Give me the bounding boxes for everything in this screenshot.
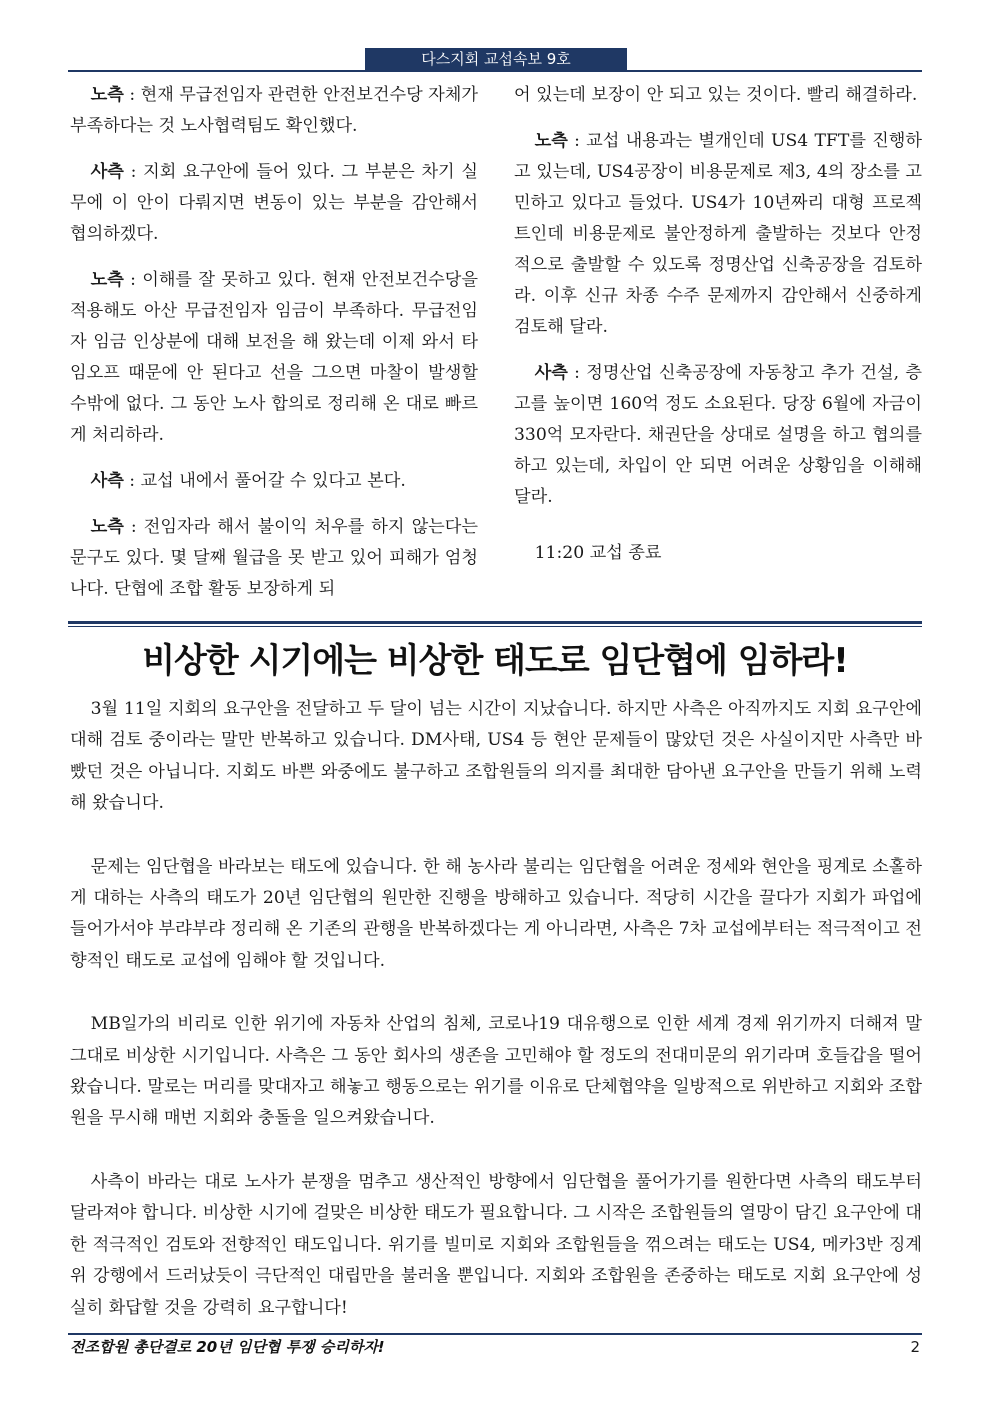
article-paragraph: 사측이 바라는 대로 노사가 분쟁을 멈추고 생산적인 방향에서 임단협을 풀어가기를 원한다면 사측의 태도부터 달라져야 합니다. 비상한 시기에 걸맞은 비상한 태도가 필요합니다. 그 시작은 조합원들의 열망이 담긴 요구안에 대한 적극적인 검토와 전향적인 태도입니다. 위기를 빌미로 지회와 조합원들을 꺾으려는 태도는 US4, 메카3반 징계위 강행에서 드러났듯이 극단적인 대립만을 불러올 뿐입니다. 지회와 조합원을 존중하는 태도로 지회 요구안에 성실히 화답할 것을 강력히 요구합니다! bbox=[70, 1171, 922, 1318]
transcript-entry bbox=[70, 80, 478, 142]
footer-slogan: 전조합원 총단결로 20년 임단협 투쟁 승리하자! bbox=[70, 1338, 385, 1356]
session-end-note: 11:20 교섭 종료 bbox=[534, 543, 662, 563]
speaker-label: 사측 bbox=[534, 363, 568, 383]
article-paragraph: 문제는 임단협을 바라보는 태도에 있습니다. 한 해 농사라 불리는 임단협을 어려운 정세와 현안을 핑계로 소홀하게 대하는 사측의 태도가 20년 임단협의 원만한 진행을 방해하고 있습니다. 적당히 시간을 끌다가 지회가 파업에 들어가서야 부랴부랴 정리해 온 기존의 관행을 반복하겠다는 게 아니라면, 사측은 7차 교섭에부터는 적극적이고 전향적인 태도로 교섭에 임해야 할 것입니다. bbox=[70, 856, 922, 971]
footer-rule bbox=[68, 1333, 922, 1335]
entry-text: : 현재 무급전임자 관련한 안전보건수당 자체가 부족하다는 것 노사협력팀도 확인했다. bbox=[70, 85, 478, 136]
speaker-label: 사측 bbox=[90, 162, 124, 182]
entry-text: : 교섭 내용과는 별개인데 US4 TFT를 진행하고 있는데, US4공장이 비용문제로 제3, 4의 장소를 고민하고 있다고 들었다. US4가 10년짜리 대형 프로젝트인데 비용문제로 불안정하게 출발하는 것보다 안정적으로 출발할 수 있도록 정명산업 신축공장을 검토하라. 이후 신규 차종 수주 문제까지 감안해서 신중하게 검토해 달라. bbox=[514, 131, 922, 337]
entry-text: : 교섭 내에서 풀어갈 수 있다고 본다. bbox=[123, 471, 406, 491]
entry-text: : 지회 요구안에 들어 있다. 그 부분은 차기 실무에 이 안이 다뤄지면 변동이 있는 부분을 감안해서 협의하겠다. bbox=[70, 162, 478, 244]
entry-text: : 정명산업 신축공장에 자동창고 추가 건설, 층고를 높이면 160억 정도 소요된다. 당장 6월에 자금이 330억 모자란다. 채권단을 상대로 설명을 하고 협의를 하고 있는데, 차입이 안 되면 어려운 상황임을 이해해 달라. bbox=[514, 363, 922, 507]
speaker-label: 사측 bbox=[90, 471, 124, 491]
transcript-continuation bbox=[514, 80, 922, 111]
transcript-entry bbox=[70, 265, 478, 451]
section-divider bbox=[68, 621, 922, 624]
article-paragraph: MB일가의 비리로 인한 위기에 자동차 산업의 침체, 코로나19 대유행으로 인한 세계 경제 위기까지 더해져 말 그대로 비상한 시기입니다. 사측은 그 동안 회사의 생존을 고민해야 할 정도의 전대미문의 위기라며 호들갑을 떨어왔습니다. 말로는 머리를 맞대자고 해놓고 행동으로는 위기를 이유로 단체협약을 일방적으로 위반하고 지회와 조합원을 무시해 매번 지회와 충돌을 일으켜왔습니다. bbox=[70, 1014, 922, 1129]
speaker-label: 노측 bbox=[90, 517, 124, 537]
transcript-entry bbox=[70, 466, 478, 497]
entry-text: : 전임자라 해서 불이익 처우를 하지 않는다는 문구도 있다. 몇 달째 월급을 못 받고 있어 피해가 엄청나다. 단협에 조합 활동 보장하게 되 bbox=[70, 517, 478, 599]
newsletter-header-title: 다스지회 교섭속보 9호 bbox=[365, 48, 627, 70]
speaker-label: 노측 bbox=[90, 270, 124, 290]
section-divider-thin bbox=[68, 626, 922, 627]
transcript-left-column bbox=[70, 80, 478, 620]
article-title: 비상한 시기에는 비상한 태도로 임단협에 임하라! bbox=[142, 641, 848, 681]
transcript-right-column bbox=[514, 80, 922, 584]
article-paragraph: 3월 11일 지회의 요구안을 전달하고 두 달이 넘는 시간이 지났습니다. 하지만 사측은 아직까지도 지회 요구안에 대해 검토 중이라는 말만 반복하고 있습니다. DM사태, US4 등 현안 문제들이 많았던 것은 사실이지만 사측만 바빴던 것은 아닙니다. 지회도 바쁜 와중에도 불구하고 조합원들의 의지를 최대한 담아낸 요구안을 만들기 위해 노력해 왔습니다. bbox=[70, 699, 922, 814]
speaker-label: 노측 bbox=[534, 131, 568, 151]
page-number: 2 bbox=[910, 1338, 920, 1356]
entry-text: 어 있는데 보장이 안 되고 있는 것이다. 빨리 해결하라. bbox=[514, 85, 918, 105]
speaker-label: 노측 bbox=[90, 85, 124, 105]
transcript-entry bbox=[70, 157, 478, 250]
header-rule bbox=[68, 70, 922, 72]
transcript-entry bbox=[514, 126, 922, 343]
entry-text: : 이해를 잘 못하고 있다. 현재 안전보건수당을 적용해도 아산 무급전임자 임금이 부족하다. 무급전임자 임금 인상분에 대해 보전을 해 왔는데 이제 와서 타임오프 때문에 안 된다고 선을 그으면 마찰이 발생할 수밖에 없다. 그 동안 노사 합의로 정리해 온 대로 빠르게 처리하라. bbox=[70, 270, 478, 445]
transcript-entry bbox=[70, 512, 478, 605]
transcript-entry bbox=[514, 358, 922, 513]
article-body bbox=[70, 694, 922, 1356]
